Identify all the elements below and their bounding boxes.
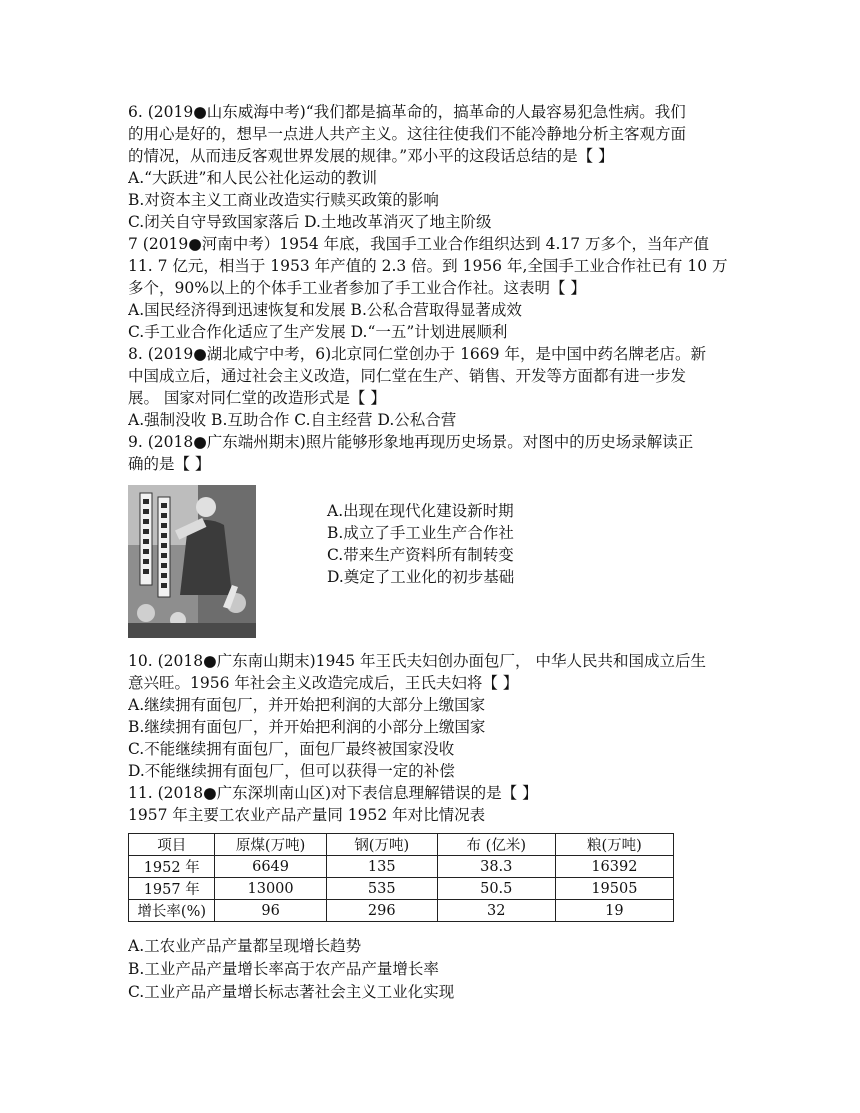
q6-option-b: B.对资本主义工商业改造实行赎买政策的影响	[128, 191, 439, 209]
q7-stem-line-3: 多个，90%以上的个体手工业者参加了手工业合作社。这表明【 】	[128, 279, 586, 297]
q10-option-d: D.不能继续拥有面包厂，但可以获得一定的补偿	[128, 762, 455, 780]
table-header-cell: 项目	[129, 834, 215, 856]
table-row	[129, 900, 674, 922]
table-cell: 13000	[215, 878, 326, 900]
photo-illustration	[128, 485, 256, 638]
table-cell: 19	[555, 900, 673, 922]
q10-option-b: B.继续拥有面包厂，并开始把利润的小部分上缴国家	[128, 718, 486, 736]
table-header-row	[129, 834, 674, 856]
table-row	[129, 878, 674, 900]
q8-options: A.强制没收 B.互助合作 C.自主经营 D.公私合营	[128, 411, 457, 429]
q9-stem-line-2: 确的是【 】	[128, 455, 211, 473]
q11-table-caption: 1957 年主要工农业产品产量同 1952 年对比情况表	[128, 806, 486, 824]
table-cell: 38.3	[437, 856, 555, 878]
table-cell: 增长率(%)	[129, 900, 215, 922]
q9-option-d: D.奠定了工业化的初步基础	[327, 568, 515, 586]
q11-option-a: A.工农业产品产量都呈现增长趋势	[128, 937, 362, 955]
q8-stem-line-3: 展。 国家对同仁堂的改造形式是【 】	[128, 389, 386, 407]
table-cell: 16392	[555, 856, 673, 878]
table-cell: 50.5	[437, 878, 555, 900]
table-header-cell: 布 (亿米)	[437, 834, 555, 856]
table-cell: 32	[437, 900, 555, 922]
q9-stem-line-1: 9. (2018●广东端州期末)照片能够形象地再现历史场景。对图中的历史场录解读正	[128, 433, 694, 451]
q10-option-a: A.继续拥有面包厂，并开始把利润的大部分上缴国家	[128, 696, 486, 714]
table-cell: 135	[326, 856, 437, 878]
q6-stem-line-3: 的情况，从而违反客观世界发展的规律。”邓小平的这段话总结的是【 】	[128, 147, 614, 165]
table-header-cell: 原煤(万吨)	[215, 834, 326, 856]
table-header-cell: 钢(万吨)	[326, 834, 437, 856]
table-cell: 535	[326, 878, 437, 900]
q7-option-cd: C.手工业合作化适应了生产发展 D.“一五”计划进展顺利	[128, 323, 508, 341]
q7-option-ab: A.国民经济得到迅速恢复和发展 B.公私合营取得显著成效	[128, 301, 522, 319]
q11-option-c: C.工业产品产量增长标志著社会主义工业化实现	[128, 983, 455, 1001]
table-cell: 96	[215, 900, 326, 922]
q11-stem-line-1: 11. (2018●广东深圳南山区)对下表信息理解错误的是【 】	[128, 784, 538, 802]
table-header-cell: 粮(万吨)	[555, 834, 673, 856]
historical-photo	[128, 485, 256, 638]
q8-stem-line-2: 中国成立后，通过社会主义改造，同仁堂在生产、销售、开发等方面都有进一步发	[128, 367, 687, 385]
q11-option-b: B.工业产品产量增长率高于农产品产量增长率	[128, 960, 439, 978]
table-row	[129, 856, 674, 878]
q7-stem-line-2: 11. 7 亿元，相当于 1953 年产值的 2.3 倍。到 1956 年,全国手工业合作社已有 10 万	[128, 257, 728, 275]
q9-option-a: A.出现在现代化建设新时期	[327, 502, 514, 520]
q6-stem-line-2: 的用心是好的，想早一点进人共产主义。这往往使我们不能冷静地分析主客观方面	[128, 125, 687, 143]
production-comparison-table	[128, 833, 674, 922]
q9-option-b: B.成立了手工业生产合作社	[327, 524, 514, 542]
q10-stem-line-1: 10. (2018●广东南山期末)1945 年王氏夫妇创办面包厂， 中华人民共和国成立后生	[128, 652, 706, 670]
q6-option-a: A.“大跃进”和人民公社化运动的教训	[128, 169, 377, 187]
q9-option-c: C.带来生产资料所有制转变	[327, 546, 514, 564]
q6-option-cd: C.闭关自守导致国家落后 D.土地改革消灭了地主阶级	[128, 213, 492, 231]
table-cell: 6649	[215, 856, 326, 878]
q7-stem-line-1: 7 (2019●河南中考）1954 年底，我国手工业合作组织达到 4.17 万多个，当年产值	[128, 235, 710, 253]
q10-stem-line-2: 意兴旺。1956 年社会主义改造完成后，王氏夫妇将【 】	[128, 674, 519, 692]
table-cell: 1957 年	[129, 878, 215, 900]
table-cell: 19505	[555, 878, 673, 900]
q8-stem-line-1: 8. (2019●湖北咸宁中考，6)北京同仁堂创办于 1669 年，是中国中药名牌老店。新	[128, 345, 706, 363]
table-cell: 1952 年	[129, 856, 215, 878]
q10-option-c: C.不能继续拥有面包厂，面包厂最终被国家没收	[128, 740, 455, 758]
table-cell: 296	[326, 900, 437, 922]
q6-stem-line-1: 6. (2019●山东威海中考)“我们都是搞革命的，搞革命的人最容易犯急性病。我们	[128, 103, 686, 121]
